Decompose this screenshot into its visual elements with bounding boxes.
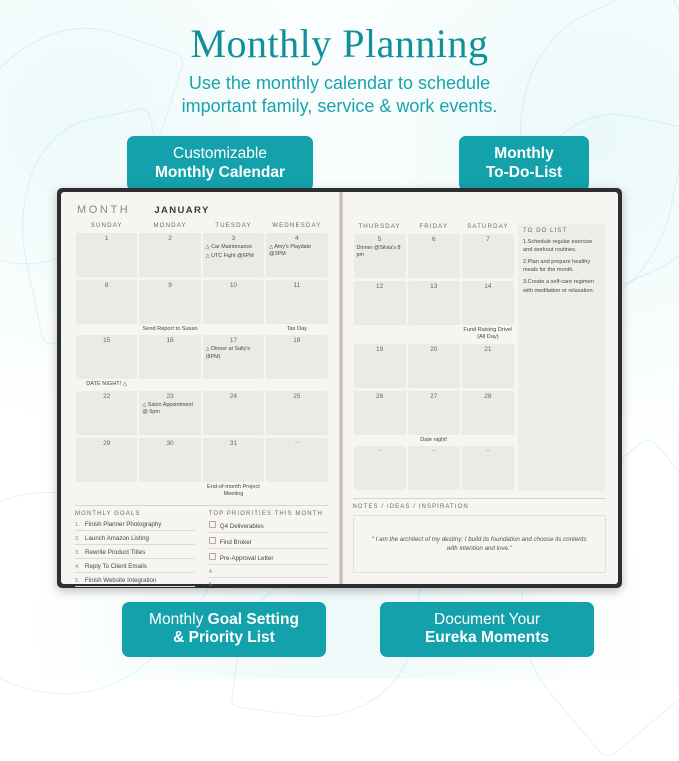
calendar-day-cell[interactable] [265, 334, 328, 389]
day-number: 24 [229, 392, 238, 400]
calendar-day-cell[interactable] [353, 445, 407, 492]
priority-text: Find Broker [219, 539, 252, 547]
calendar-day-cell[interactable] [461, 280, 515, 343]
callout-monthly-goal-setting [122, 602, 326, 657]
day-number: 22 [103, 392, 111, 400]
checkbox-icon[interactable] [209, 537, 216, 544]
weekday-header-row-right [353, 223, 516, 233]
day-number: 7 [486, 236, 490, 243]
triangle-bullet-icon: △ [269, 244, 273, 250]
priority-item[interactable] [209, 569, 329, 578]
priority-item[interactable] [209, 553, 329, 565]
month-header [77, 204, 329, 216]
calendar-day-cell[interactable] [138, 279, 201, 334]
top-priorities-title: TOP PRIORITIES THIS MONTH [208, 511, 323, 518]
weekday-monday: MONDAY [153, 222, 187, 229]
calendar-day-cell[interactable] [138, 334, 201, 389]
goal-item[interactable] [75, 535, 195, 545]
month-value[interactable]: JANUARY [154, 205, 210, 216]
day-number: 29 [103, 439, 111, 447]
todo-item[interactable]: 1.Schedule regular exercise and workout routines. [523, 239, 593, 254]
callout-calendar-line-2: Monthly Calendar [154, 163, 286, 181]
day-note: Tax Day [286, 326, 307, 332]
notes-title: NOTES / IDEAS / INSPIRATION [352, 503, 469, 510]
calendar-day-cell[interactable] [461, 343, 515, 390]
goal-number: 1. [75, 522, 80, 529]
notes-quote-area[interactable] [353, 515, 607, 573]
page-title: Monthly Planning [190, 21, 489, 66]
triangle-bullet-icon: △ [205, 253, 210, 260]
goal-text: Launch Amazon Listing [85, 535, 149, 543]
callout-goal-line-1-thin: Monthly [149, 610, 204, 628]
triangle-bullet-icon: △ [142, 401, 147, 408]
planner-left-page [61, 192, 339, 589]
day-event-text: Car Maintenance [211, 244, 253, 250]
callout-goal-line-2: & Priority List [173, 629, 275, 647]
callout-goal-line-1-bold: Goal Setting [207, 610, 299, 628]
calendar-week-row [353, 343, 516, 390]
book-spine [339, 192, 343, 584]
day-event [269, 244, 324, 259]
calendar-day-cell[interactable] [265, 390, 328, 437]
goal-item[interactable] [75, 521, 195, 531]
triangle-bullet-icon: △ [205, 244, 210, 250]
day-number: 3 [231, 235, 236, 242]
planner-book [57, 188, 622, 588]
day-number: 10 [229, 282, 238, 289]
day-note: Fund Raising Drive! (All Day) [463, 327, 513, 341]
right-page-spacer [353, 204, 607, 223]
priority-text: Q4 Deliverables [219, 523, 264, 531]
weekday-friday: FRIDAY [419, 223, 449, 230]
calendar-day-cell[interactable] [75, 279, 138, 334]
day-number: -- [485, 447, 490, 454]
callout-goal-line-1 [136, 611, 312, 630]
right-divider [353, 498, 607, 499]
day-note [75, 380, 138, 389]
day-note: End-of-month Project Meeting [207, 483, 260, 497]
checkbox-icon[interactable] [209, 521, 216, 528]
todo-item[interactable]: 3.Create a self-care regimen with meditation or relaxation. [523, 279, 595, 294]
todo-list-panel[interactable] [518, 224, 606, 491]
day-number: 2 [168, 235, 172, 242]
day-number: 19 [375, 345, 384, 353]
calendar-day-cell[interactable] [75, 390, 138, 437]
calendar-day-cell[interactable] [202, 390, 265, 437]
day-number: 26 [375, 392, 384, 400]
day-event [206, 253, 261, 260]
callout-calendar-line-1: Customizable [173, 145, 267, 162]
weekday-tuesday: TUESDAY [215, 222, 252, 229]
day-number: 23 [166, 392, 174, 400]
priority-number: 4. [208, 569, 214, 576]
top-priorities-column [209, 511, 329, 595]
day-number: 25 [293, 392, 301, 400]
calendar-day-cell[interactable] [407, 390, 461, 445]
goal-item[interactable] [75, 549, 195, 559]
weekday-saturday: SATURDAY [467, 223, 509, 230]
calendar-day-cell[interactable] [407, 280, 461, 343]
calendar-day-cell[interactable] [353, 343, 407, 390]
goal-number: 5. [75, 578, 80, 585]
subtitle-line-2: important family, service & work events. [181, 96, 498, 117]
priority-item[interactable] [209, 582, 329, 591]
day-number: 16 [166, 337, 174, 345]
quote-text: “ I am the architect of my destiny; I build its foundation and choose its contents with intention and love.” [371, 535, 587, 552]
calendar-right-wrapper [353, 223, 516, 492]
day-event [357, 245, 403, 260]
subtitle-line-1: Use the monthly calendar to schedule [188, 73, 491, 93]
callout-document-eureka-moments [380, 602, 594, 657]
day-number: 12 [375, 283, 384, 290]
day-event-text: Amy's Playdate @3PM [269, 244, 312, 258]
callout-todo-line-2: To-Do-List [485, 163, 563, 181]
goal-number: 3. [75, 550, 80, 557]
day-note-text: DATE NIGHT! [86, 381, 122, 388]
day-number: 20 [430, 345, 438, 353]
calendar-day-cell[interactable] [138, 437, 201, 500]
calendar-day-cell[interactable] [461, 390, 515, 445]
calendar-day-cell[interactable] [353, 280, 407, 343]
priority-item[interactable] [209, 521, 329, 533]
day-number: -- [377, 447, 382, 454]
goal-item[interactable] [75, 563, 195, 573]
day-number: 11 [293, 282, 301, 289]
day-number: 15 [103, 337, 111, 345]
day-event [206, 346, 261, 361]
right-top-area [353, 223, 607, 492]
day-number: 17 [229, 337, 238, 345]
day-number: -- [431, 447, 436, 454]
left-divider [75, 505, 329, 506]
day-note: Date night! [420, 436, 448, 443]
day-number: 5 [377, 236, 382, 243]
day-number: 30 [166, 439, 174, 447]
weekday-header-row-left [75, 222, 329, 232]
weekday-thursday: THURSDAY [358, 223, 401, 230]
calendar-day-cell[interactable] [75, 232, 138, 279]
priority-number: 5. [208, 582, 214, 589]
calendar-week-row [75, 232, 329, 279]
weekday-sunday: SUNDAY [90, 222, 123, 229]
calendar-day-cell[interactable] [353, 390, 407, 445]
calendar-week-row [353, 233, 516, 280]
calendar-day-cell[interactable] [407, 233, 461, 280]
monthly-goals-title: MONTHLY GOALS [75, 511, 141, 518]
calendar-day-cell[interactable] [265, 279, 328, 334]
callout-eureka-line-2: Eureka Moments [424, 629, 550, 647]
month-label: MONTH [77, 204, 131, 216]
priority-item[interactable] [209, 537, 329, 549]
goal-text: Reply To Client Emails [85, 563, 147, 571]
goals-priorities-section [75, 511, 329, 595]
day-number: 31 [229, 439, 238, 447]
goal-text: Rewrite Product Titles [85, 549, 146, 557]
todo-item[interactable]: 2.Plan and prepare healthy meals for the month. [523, 259, 591, 274]
calendar-week-row [353, 390, 516, 445]
day-event [142, 402, 197, 417]
calendar-day-cell[interactable] [75, 437, 138, 500]
day-number: 4 [295, 235, 299, 242]
day-number: 28 [484, 392, 492, 400]
day-event-text: UTC Fight @6PM [211, 253, 254, 260]
calendar-day-cell[interactable] [265, 232, 328, 279]
day-event-text: Salon Appointment @ 5pm [142, 401, 193, 415]
day-number: 13 [430, 283, 438, 290]
calendar-day-cell[interactable] [202, 232, 265, 279]
calendar-week-row [75, 390, 329, 437]
goal-item[interactable] [75, 577, 195, 587]
todo-list-title: TO DO LIST [523, 228, 568, 234]
callout-todo-line-1: Monthly [494, 145, 554, 162]
calendar-day-cell[interactable] [202, 334, 265, 389]
weekday-wednesday: WEDNESDAY [272, 222, 322, 229]
calendar-left [75, 222, 329, 499]
calendar-day-cell[interactable] [461, 445, 515, 492]
day-number: 18 [293, 337, 301, 345]
calendar-day-cell[interactable] [353, 233, 407, 280]
checkbox-icon[interactable] [209, 553, 216, 560]
day-number: 8 [104, 282, 109, 289]
day-number: 9 [168, 282, 172, 289]
calendar-right [353, 223, 516, 492]
day-event [206, 244, 261, 251]
calendar-day-cell[interactable] [265, 437, 328, 500]
calendar-day-cell[interactable] [138, 390, 201, 437]
calendar-day-cell[interactable] [461, 233, 515, 280]
day-number: -- [294, 439, 299, 446]
goal-text: Finish Planner Photography [85, 521, 162, 529]
day-event-text: Dinner @Silvia's 8 pm [356, 245, 401, 259]
calendar-week-row [75, 334, 329, 389]
triangle-bullet-icon: △ [122, 381, 128, 388]
goal-number: 2. [75, 536, 80, 543]
day-number: 6 [431, 236, 436, 243]
day-event-text: Dinner at Sally's (8PM) [205, 346, 250, 360]
calendar-day-cell[interactable] [138, 232, 201, 279]
goal-text: Finish Website Integration [85, 577, 157, 585]
calendar-day-cell[interactable] [407, 343, 461, 390]
calendar-day-cell[interactable] [75, 334, 138, 389]
day-number: 14 [484, 283, 492, 290]
callout-eureka-line-1: Document Your [434, 610, 540, 628]
calendar-week-row [75, 437, 329, 500]
triangle-bullet-icon: △ [205, 346, 210, 353]
calendar-week-row [75, 279, 329, 334]
day-number: 21 [484, 345, 492, 353]
page-subtitle [0, 72, 679, 118]
calendar-week-row [353, 280, 516, 343]
day-number: 27 [430, 392, 438, 400]
calendar-day-cell[interactable] [407, 445, 461, 492]
day-note: Send Report to Susan [142, 326, 198, 332]
planner-right-page [343, 192, 619, 584]
calendar-week-row [353, 445, 516, 492]
monthly-goals-column [75, 511, 195, 595]
priority-text: Pre-Approval Letter [219, 555, 274, 563]
callout-monthly-todo-list [459, 136, 589, 191]
goal-number: 4. [75, 564, 80, 571]
calendar-day-cell[interactable] [202, 279, 265, 334]
calendar-day-cell[interactable] [202, 437, 265, 500]
day-number: 1 [104, 235, 109, 242]
callout-customizable-monthly-calendar [127, 136, 313, 191]
